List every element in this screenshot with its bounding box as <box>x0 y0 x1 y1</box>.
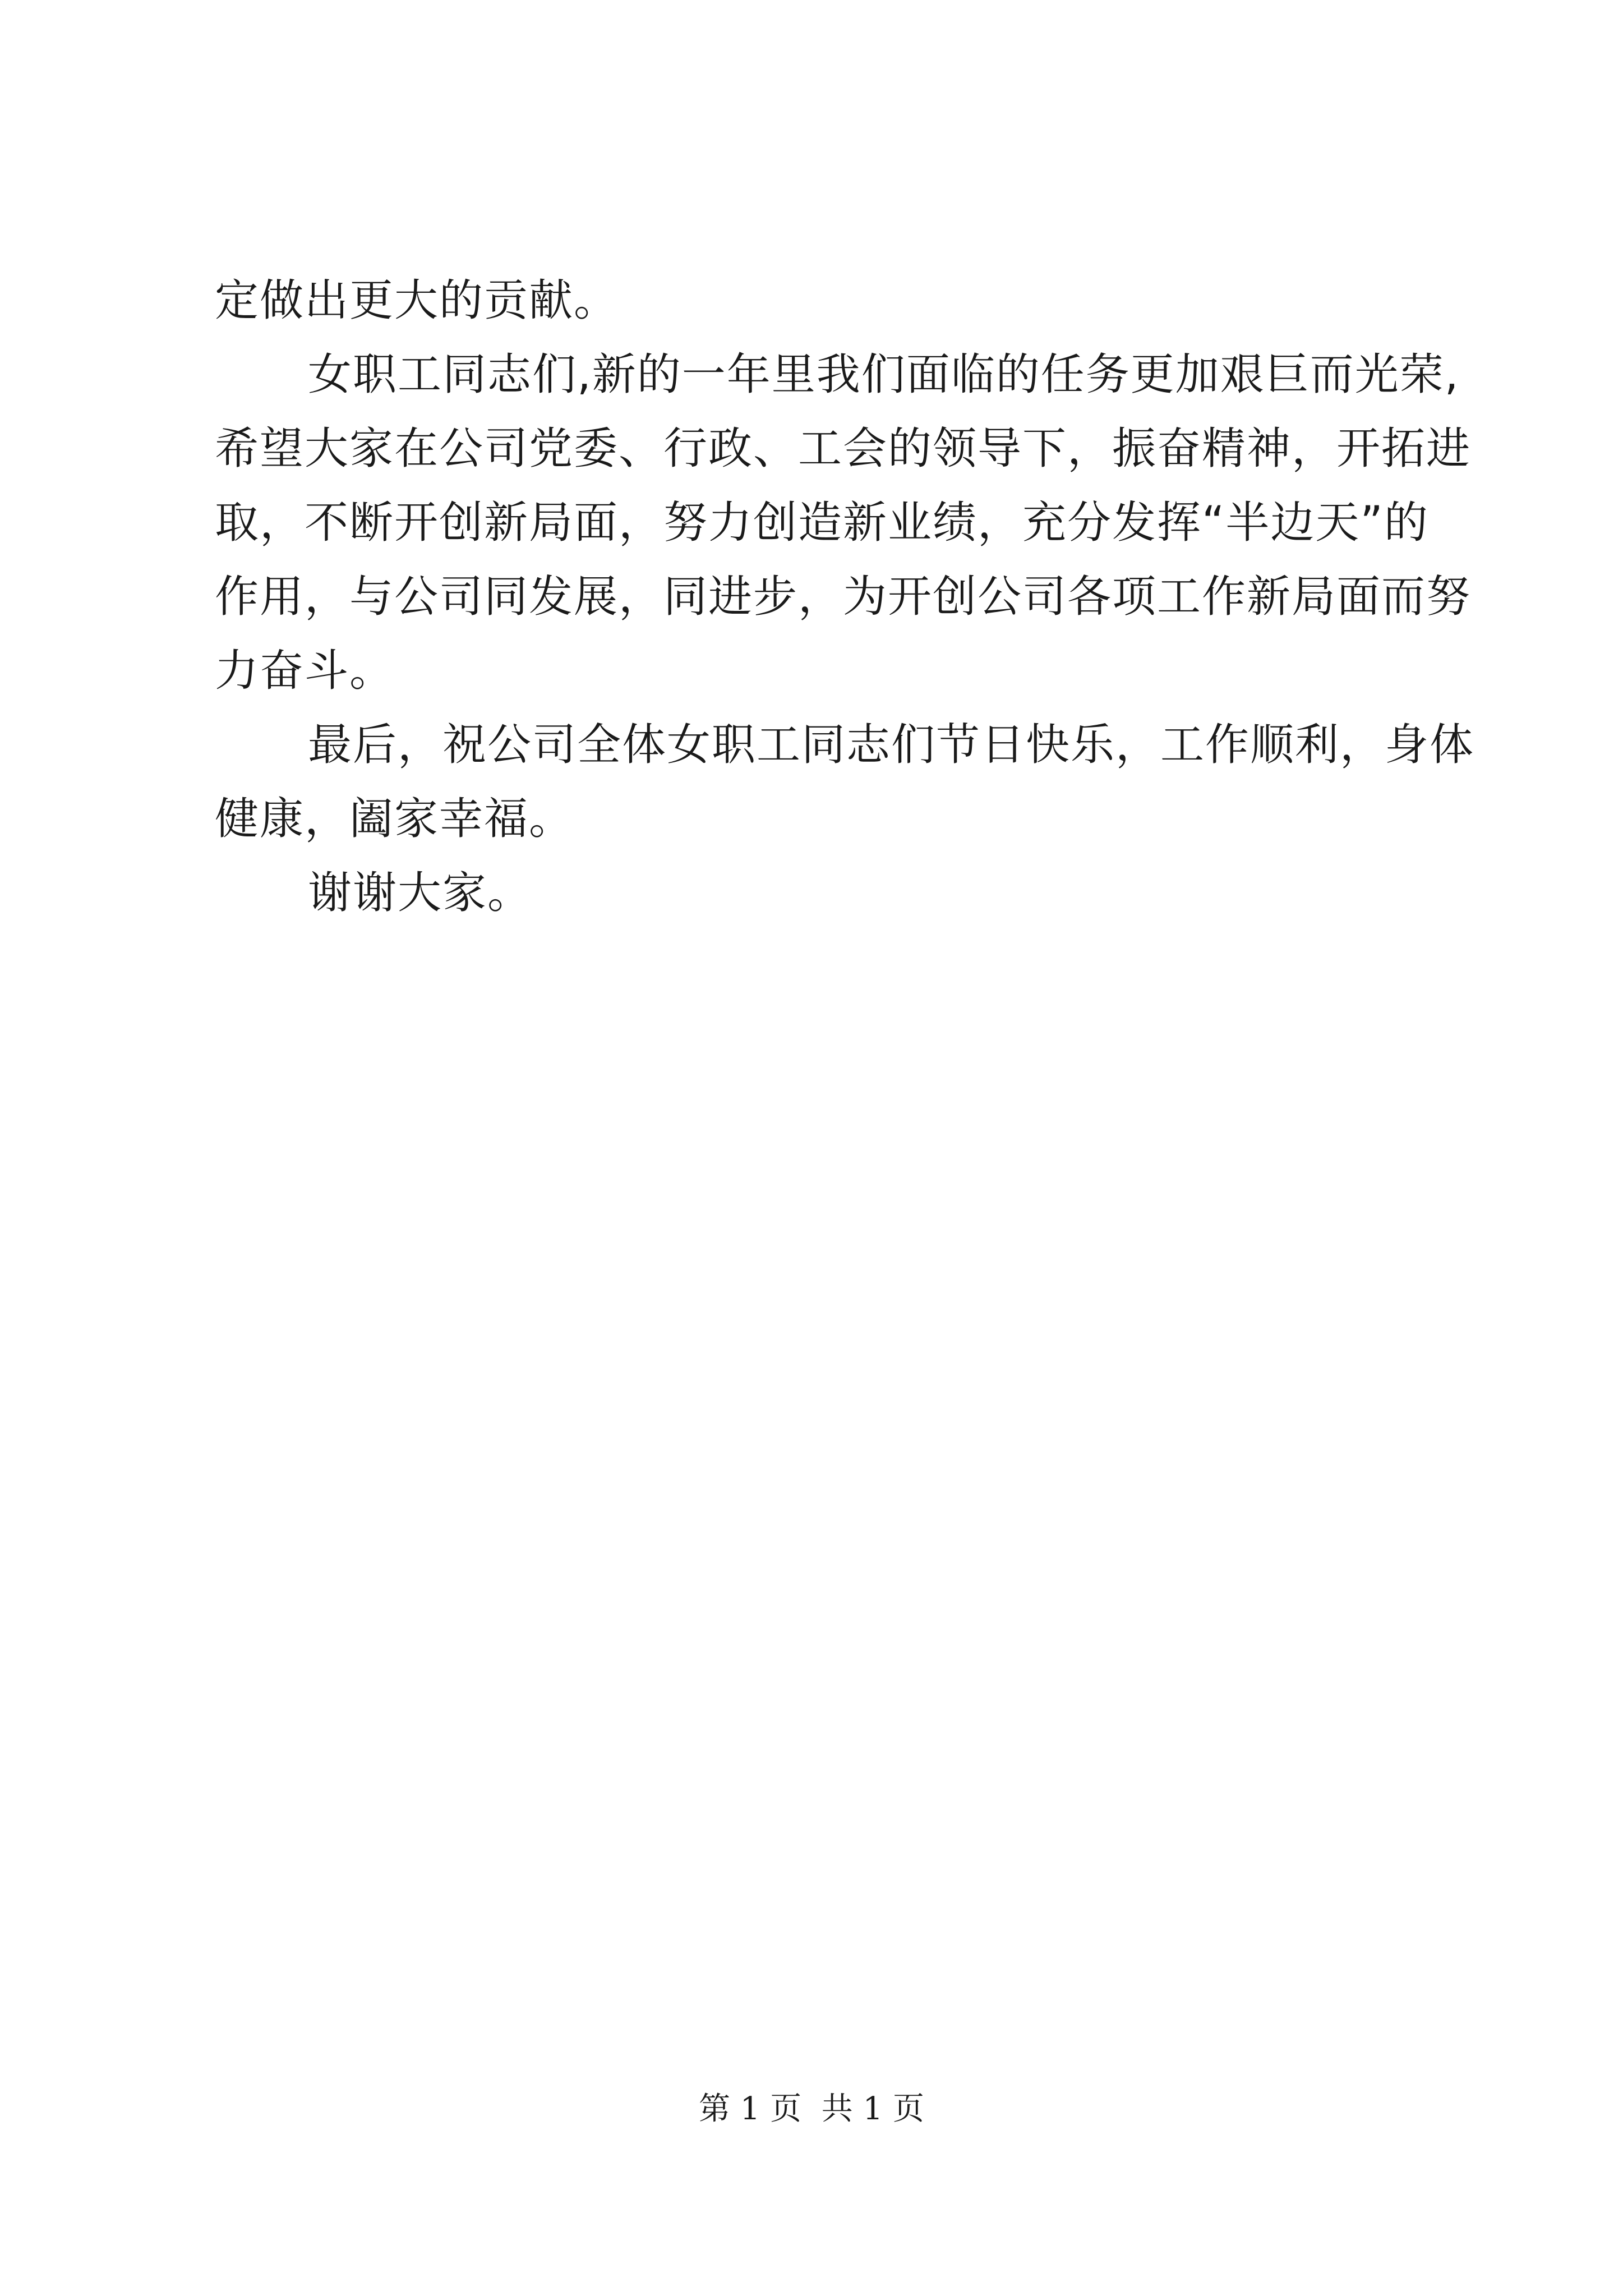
paragraph-line: 女职工同志们,新的一年里我们面临的任务更加艰巨而光荣, <box>308 349 1460 400</box>
paragraph-line: 健康，阖家幸福。 <box>215 794 574 844</box>
page-number-footer: 第 1 页 共 1 页 <box>698 2091 925 2127</box>
paragraph-line: 定做出更大的贡献。 <box>215 275 619 326</box>
paragraph-line: 谢谢大家。 <box>308 868 533 918</box>
paragraph-line: 取，不断开创新局面，努力创造新业绩，充分发挥“半边天”的 <box>215 498 1429 548</box>
document-body <box>215 264 1477 930</box>
paragraph-line: 力奋斗。 <box>215 646 395 696</box>
paragraph-line: 最后，祝公司全体女职工同志们节日快乐，工作顺利，身体 <box>308 720 1475 770</box>
paragraph-line: 作用，与公司同发展，同进步，为开创公司各项工作新局面而努 <box>215 572 1472 622</box>
paragraph-line: 希望大家在公司党委、行政、工会的领导下，振奋精神，开拓进 <box>215 424 1472 474</box>
